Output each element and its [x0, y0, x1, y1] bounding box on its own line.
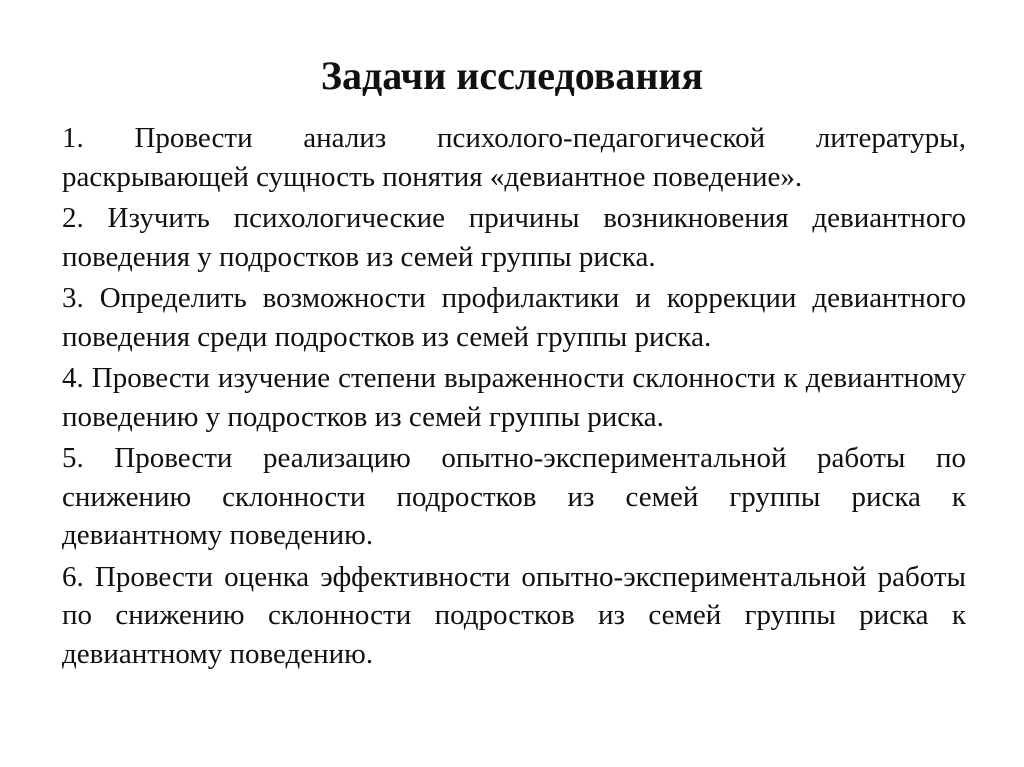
task-item-3: 3. Определить возможности профилактики и коррекции девиантного поведения среди подростков из семей группы риска. [62, 282, 966, 353]
task-item-1: 1. Провести анализ психолого-педагогической литературы, раскрывающей сущность понятия «девиантное поведение». [62, 122, 966, 193]
task-item-6: 6. Провести оценка эффективности опытно-экспериментальной работы по снижению склонности подростков из семей группы риска к девиантному поведению. [62, 560, 966, 670]
task-item-4: 4. Провести изучение степени выраженности склонности к девиантному поведению у подростков из семей группы риска. [62, 362, 966, 433]
task-list [62, 119, 966, 676]
slide-title: Задачи исследования [320, 53, 704, 98]
task-item-5: 5. Провести реализацию опытно-экспериментальной работы по снижению склонности подростков из семей группы риска к девиантному поведению. [62, 442, 966, 551]
task-item-2: 2. Изучить психологические причины возникновения девиантного поведения у подростков из семей группы риска. [62, 202, 966, 273]
